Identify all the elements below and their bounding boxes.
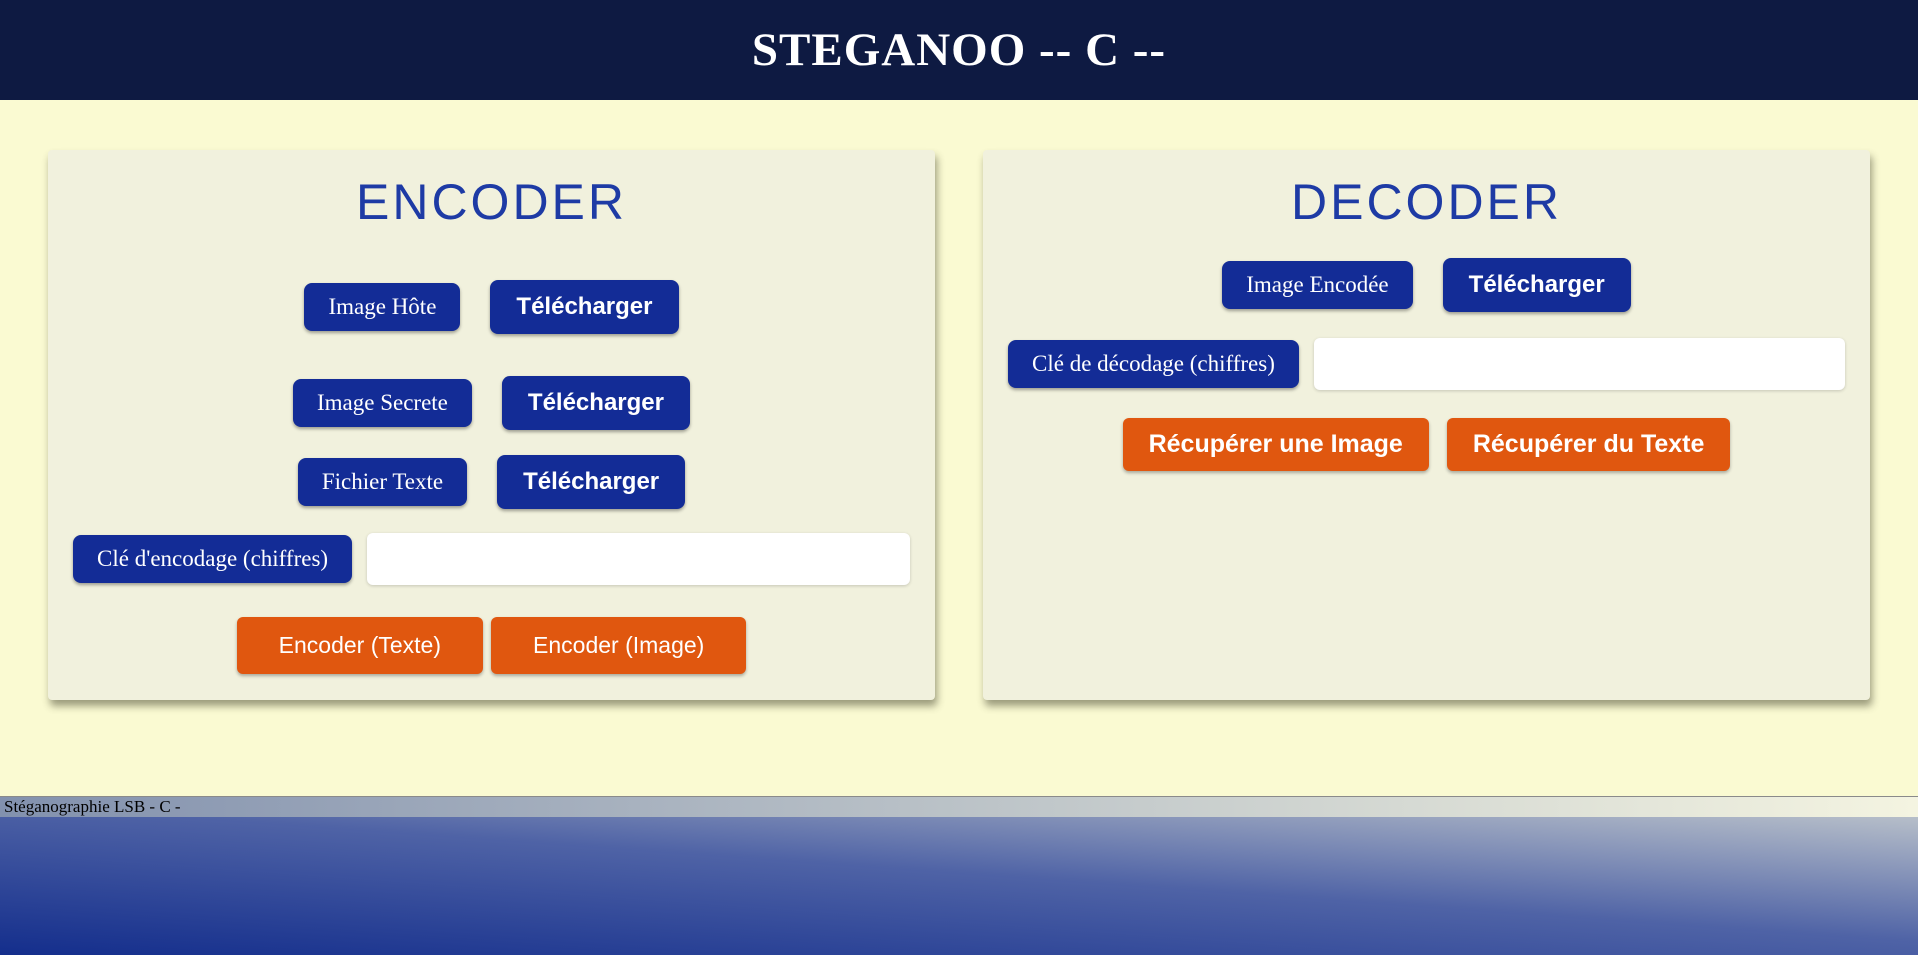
recover-text-button[interactable]: Récupérer du Texte — [1447, 418, 1731, 471]
secret-image-label-button[interactable]: Image Secrete — [293, 379, 472, 427]
encode-image-button[interactable]: Encoder (Image) — [491, 617, 746, 674]
host-image-row — [48, 280, 935, 334]
encoded-image-upload-button[interactable]: Télécharger — [1443, 258, 1631, 312]
decoding-key-row — [983, 338, 1870, 390]
encoded-image-row — [983, 258, 1870, 312]
host-image-upload-button[interactable]: Télécharger — [490, 280, 678, 334]
text-file-label-button[interactable]: Fichier Texte — [298, 458, 467, 506]
encoder-title: ENCODER — [355, 174, 628, 230]
app-title: STEGANOO -- C -- — [751, 24, 1167, 76]
decoding-key-input[interactable] — [1314, 338, 1845, 390]
app-header — [0, 0, 1918, 100]
decoder-title: DECODER — [1290, 174, 1563, 230]
decoder-actions-row — [983, 418, 1870, 471]
encoded-image-label-button[interactable]: Image Encodée — [1222, 261, 1412, 309]
encoder-panel — [48, 150, 935, 700]
recover-image-button[interactable]: Récupérer une Image — [1123, 418, 1429, 471]
host-image-label-button[interactable]: Image Hôte — [304, 283, 460, 331]
encoding-key-input[interactable] — [367, 533, 910, 585]
text-file-row — [48, 455, 935, 509]
encode-text-button[interactable]: Encoder (Texte) — [237, 617, 483, 674]
secret-image-upload-button[interactable]: Télécharger — [502, 376, 690, 430]
encoding-key-label-button[interactable]: Clé d'encodage (chiffres) — [73, 535, 352, 583]
encoder-actions-row — [48, 617, 935, 674]
footer-caption: Stéganographie LSB - C - — [0, 796, 1918, 817]
main-content — [0, 100, 1918, 748]
encoding-key-row — [48, 533, 935, 585]
preview-canvas — [0, 817, 1918, 955]
secret-image-row — [48, 376, 935, 430]
decoding-key-label-button[interactable]: Clé de décodage (chiffres) — [1008, 340, 1299, 388]
text-file-upload-button[interactable]: Télécharger — [497, 455, 685, 509]
decoder-panel — [983, 150, 1870, 700]
